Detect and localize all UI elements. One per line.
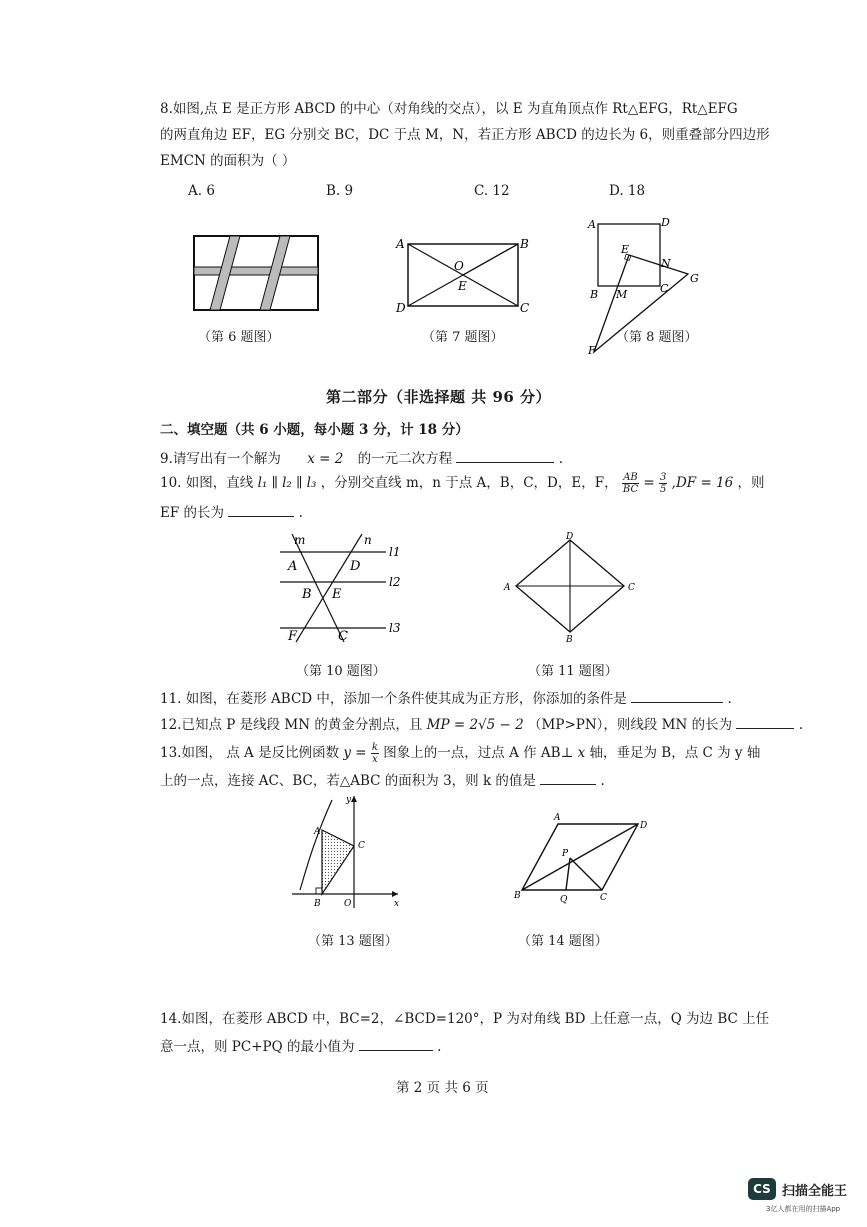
fig7-label-d: D — [396, 301, 406, 315]
q12-end: . — [798, 717, 804, 733]
fig10-label-l2: l2 — [389, 575, 401, 589]
figure-13 — [288, 790, 404, 912]
q10-prefix: 10. 如图，直线 — [160, 475, 254, 491]
fig8-label-a: A — [588, 218, 596, 231]
q11-answer-blank[interactable] — [631, 688, 723, 703]
fig11-caption: （第 11 题图） — [528, 664, 618, 679]
fig13-label-y: y — [346, 795, 352, 805]
section-fill-blank: 二、填空题（共 6 小题，每小题 3 分，计 18 分） — [160, 422, 469, 438]
fig14-label-a: A — [554, 813, 561, 823]
q8-line3: EMCN 的面积为（ ） — [160, 153, 296, 169]
fig13-label-x: x — [394, 899, 400, 909]
fig13-label-c: C — [358, 841, 365, 851]
part2-title: 第二部分（非选择题 共 96 分） — [326, 388, 552, 406]
fig10-label-f: F — [288, 629, 298, 644]
q12-text: 12.已知点 P 是线段 MN 的黄金分割点，且 — [160, 717, 423, 733]
q12-math: MP = 2√5 − 2 — [426, 717, 524, 733]
q12-answer-blank[interactable] — [736, 714, 794, 729]
q11-end: . — [727, 691, 732, 707]
fig10-label-l1: l1 — [389, 545, 401, 559]
fig7-label-b: B — [520, 237, 529, 251]
fig10-label-d: D — [350, 559, 361, 574]
q11 — [160, 686, 732, 712]
fig10-label-l3: l3 — [389, 621, 401, 635]
fig7-label-c: C — [520, 301, 530, 315]
fig8-caption: （第 8 题图） — [616, 330, 698, 345]
fig13-caption: （第 13 题图） — [308, 934, 398, 949]
q11-text: 11. 如图，在菱形 ABCD 中，添加一个条件使其成为正方形，你添加的条件是 — [160, 691, 627, 707]
q14-line1: 14.如图，在菱形 ABCD 中，BC=2，∠BCD=120°，P 为对角线 BD 上任意一点，Q 为边 BC 上任 — [160, 1011, 770, 1027]
q10-line1 — [160, 470, 765, 496]
fig13-label-b: B — [314, 899, 321, 909]
q13-answer-blank[interactable] — [540, 770, 596, 785]
q10-fraction-3-5: $\frac{3}{5}$ — [660, 472, 667, 495]
fig7-label-o: O — [454, 259, 464, 273]
figure-7 — [392, 232, 532, 316]
q9-math: x = 2 — [307, 451, 344, 467]
q13-line1 — [160, 740, 760, 766]
q9 — [160, 446, 563, 472]
fig10-label-c: C — [338, 629, 348, 644]
q8-line2: 的两直角边 EF，EG 分别交 BC，DC 于点 M，N，若正方形 ABCD 的边长为 6，则重叠部分四边形 — [160, 127, 770, 143]
q13-suffix: 轴，垂足为 B，点 C 为 y 轴 — [589, 745, 761, 761]
q10-suffix: ，则 — [737, 475, 765, 491]
q14-answer-blank[interactable] — [359, 1036, 433, 1051]
figure-14 — [510, 808, 654, 908]
fig14-label-d: D — [640, 821, 648, 831]
watermark-tagline: 3亿人都在用的扫描App — [766, 1205, 841, 1213]
scanner-watermark — [748, 1178, 847, 1200]
q9-answer-blank[interactable] — [456, 448, 554, 463]
fig11-label-a: A — [504, 583, 511, 593]
q10-answer-blank[interactable] — [228, 502, 294, 517]
watermark-app-name: 扫描全能王 — [782, 1183, 848, 1199]
fig7-label-e: E — [458, 279, 467, 293]
fig10-label-a: A — [288, 559, 298, 574]
q13-mid: 图象上的一点，过点 A 作 AB⊥ — [383, 745, 574, 761]
fig13-label-a: A — [314, 827, 321, 837]
q13-axis-x: x — [577, 745, 586, 761]
figure-6 — [190, 232, 322, 312]
q13-fraction-k-x: $\frac{k}{x}$ — [371, 742, 378, 765]
fig8-label-n: N — [661, 257, 671, 270]
q10-middle: ，分别交直线 m，n 于点 A，B，C，D，E，F， — [320, 475, 618, 491]
fig14-label-b: B — [514, 891, 521, 901]
q10-line2 — [160, 500, 303, 526]
fig14-label-c: C — [600, 893, 607, 903]
fig10-label-m: m — [294, 533, 306, 547]
q8-option-a: A. 6 — [188, 183, 215, 199]
fig8-label-c: C — [660, 282, 669, 295]
figure-11 — [500, 530, 642, 644]
q13-line2-text: 上的一点，连接 AC、BC，若△ABC 的面积为 3，则 k 的值是 — [160, 773, 536, 789]
q10-line2-text: EF 的长为 — [160, 505, 225, 521]
q8-option-b: B. 9 — [326, 183, 354, 199]
fig14-label-p: P — [562, 849, 569, 859]
fig10-label-e: E — [332, 587, 342, 602]
q10-fraction-ab-bc: $\frac{AB}{BC}$ — [622, 472, 639, 495]
q9-suffix: 的一元二次方程 — [357, 451, 453, 467]
fig14-caption: （第 14 题图） — [518, 934, 608, 949]
q10-equals: = — [643, 475, 655, 491]
q12 — [160, 712, 803, 738]
fig11-label-c: C — [628, 583, 635, 593]
fig7-label-a: A — [396, 237, 405, 251]
q10-df: ,DF = 16 — [671, 475, 734, 491]
fig10-caption: （第 10 题图） — [296, 664, 386, 679]
page-footer: 第 2 页 共 6 页 — [396, 1080, 489, 1096]
q9-end: . — [558, 451, 563, 467]
q12-condition: （MP>PN），则线段 MN 的长为 — [528, 717, 733, 733]
q14-line2 — [160, 1034, 441, 1060]
fig14-label-q: Q — [560, 895, 568, 905]
fig8-label-g: G — [690, 272, 699, 285]
q8-option-d: D. 18 — [609, 183, 646, 199]
q8-line1: 8.如图,点 E 是正方形 ABCD 的中心（对角线的交点），以 E 为直角顶点作 Rt△EFG，Rt△EFG — [160, 101, 738, 117]
q13-func-y: y = — [343, 745, 367, 761]
fig8-label-d: D — [661, 216, 670, 229]
fig8-label-m: M — [616, 288, 628, 301]
fig7-caption: （第 7 题图） — [422, 330, 504, 345]
camscanner-logo-icon: CS — [748, 1178, 776, 1200]
q10-end: . — [298, 505, 303, 521]
q9-prefix: 9.请写出有一个解为 — [160, 451, 281, 467]
fig8-label-e: E — [621, 243, 630, 256]
q14-end: . — [437, 1039, 442, 1055]
q13-end: . — [600, 773, 605, 789]
fig11-label-d: D — [566, 532, 574, 542]
fig11-label-b: B — [566, 635, 573, 644]
q14-line2-text: 意一点，则 PC+PQ 的最小值为 — [160, 1039, 355, 1055]
fig6-caption: （第 6 题图） — [198, 330, 280, 345]
fig8-label-f: F — [588, 344, 596, 357]
fig13-label-o: O — [344, 899, 352, 909]
fig8-label-b: B — [590, 288, 599, 301]
q10-parallel-lines: l₁ ∥ l₂ ∥ l₃ — [257, 475, 317, 491]
q8-option-c: C. 12 — [474, 183, 510, 199]
q13-prefix: 13.如图， 点 A 是反比例函数 — [160, 745, 340, 761]
fig10-label-b: B — [302, 587, 312, 602]
figure-10 — [268, 530, 408, 648]
fig10-label-n: n — [364, 533, 372, 547]
